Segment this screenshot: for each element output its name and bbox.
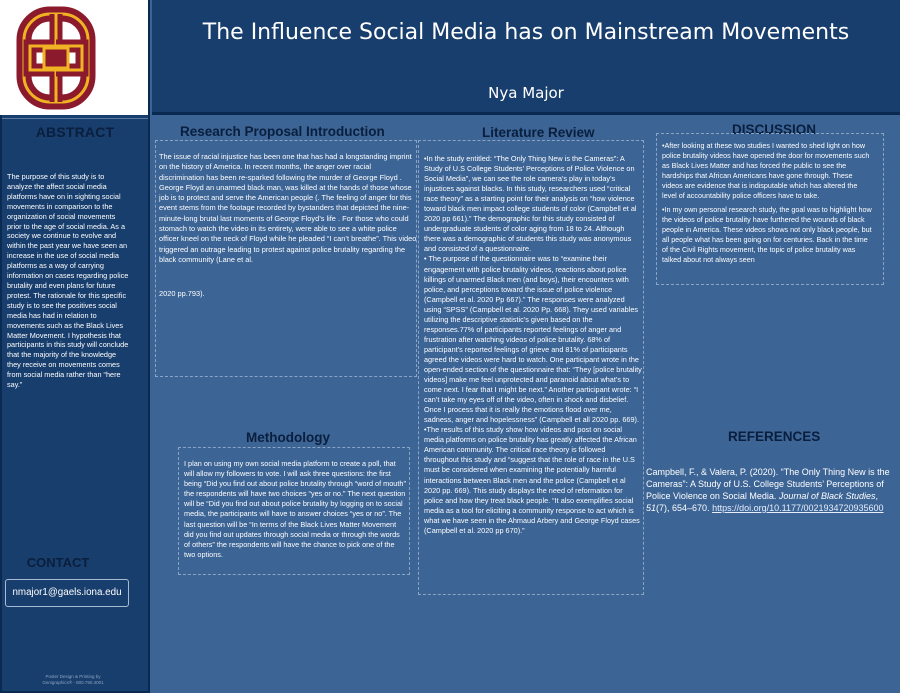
logo-panel [0, 0, 150, 115]
references-heading: REFERENCES [728, 429, 821, 444]
contact-email[interactable]: nmajor1@gaels.iona.edu [5, 579, 129, 607]
reference-journal: Journal of Black Studies [778, 491, 876, 501]
literature-text [424, 154, 642, 536]
literature-paragraph-1: •In the study entitled: “The Only Thing New is the Cameras”: A Study of U.S College Students’ Perceptions of Police Violence on Social Media”, we can see the role camera’s play in today’s injustices against blacks. In this study, researchers used “critical race theory” as a starting point for their analysis on “how violence toward black men impact college students of color (Campbell et al 2020 pp 661).” The demographic for this study consisted of undergraduate students of color aging from 18 to 24. Although there was a demographic of students this study was anonymous and consisted of a questionnaire. [424, 154, 637, 254]
celtic-knot-logo-icon [10, 4, 102, 112]
reference-citation: Campbell, F., & Valera, P. (2020). “The Only Thing New is the Cameras”: A Study of U.S. College Students’ Perceptions of Police Violence on Social Media. [646, 467, 890, 501]
literature-paragraph-2: • The purpose of the questionnaire was to “examine their engagement with police brutality videos, reactions about police killings of unarmed Black men (and boys), their encounters with police, and perceptions toward the issue of police violence (Campbell et al. 2020 Pp 667).” The responses were analyzed using “SPSS” (Campbell et al. 2020 Pp. 668). They used variables utilizing the descriptive statistic’s given based on the responses.77% of participants reported feelings of anger and frustration after watching videos of police brutality. 68% of participant’s reported feelings of grieve and 81% of participants agreed the videos were hard to watch. One participant wrote in the open-ended section of the questionnaire that: “They [police brutality videos] make me feel unprotected and paranoid about what’s to come next. I fear that I might be next.” Another participant wrote: “I can’t take my eyes off of the video, often in shock and disbelief. Once I process that it is really the emotions flood over me, sadness, anger and hopelessness” (Campbell et all 2020 pp. 669). [424, 254, 642, 425]
poster-title: The Influence Social Media has on Mainstream Movements [202, 20, 850, 45]
methodology-heading: Methodology [246, 430, 330, 445]
printer-credit: Poster Design & Printing by Genigraphics® - 800.790.4001 [42, 674, 104, 685]
discussion-heading: DISCUSSION [732, 122, 817, 137]
reference-volume-number: 51 [646, 503, 657, 513]
literature-paragraph-3: •The results of this study show how videos and post on social media platforms on police brutality has greatly affected the African American community. The critical race theory is followed throughout this study and “suggest that the role of race in the U.S must be considered when examining the potentially harmful interactions between Black men and the police (Campbell et al 2020 pp. 669). This study displays the need of reformation for police and how they treat black people. “It also exemplifies social media as a tool for eliciting a community response to act which is what we have seen in the Ahmaud Arbery and George Floyd cases (Campbell et al. 2020 pp 670).” [424, 425, 640, 535]
discussion-text [662, 141, 872, 268]
reference-pages: (7), 654–670. [656, 503, 713, 513]
reference-volume [646, 503, 656, 513]
literature-heading: Literature Review [482, 125, 595, 140]
research-heading: Research Proposal Introduction [180, 124, 385, 139]
poster-header [152, 0, 900, 115]
research-text: The issue of racial injustice has been one that has had a longstanding imprint on the history of America. In recent months, the anger over racial discrimination has been re-sparked following the murder of George Floyd . George Floyd an unarmed black man, was killed at the hands of those whose job is to protect and serve the American people (. The feeling of anger for this event stems from the footage recorded by bystanders that depicted the nine-minute-long brutal last moments of George Floyd’s life . For those who could stomach to watch the video in its entirety, were able to see a white police officer kneel on the neck of Floyd while he pleaded “I can’t breathe”. This video triggered an outrage leading to protest against police brutality regarding the black community (Lane et al. [159, 152, 417, 264]
reference-doi-link[interactable]: https://doi.org/10.1177/0021934720935600 [712, 503, 884, 513]
research-citation: 2020 pp.793). [159, 289, 205, 298]
abstract-heading: ABSTRACT [35, 124, 115, 140]
discussion-paragraph-2: •In my own personal research study, the goal was to highlight how the videos of police brutality have furthered the wounds of black people in America. These videos shows not only black people, but all people what has been going on for centuries. Back in the time of the Civil Rights movement, the topic of police brutality was talked about not always seen [662, 204, 872, 265]
author-name: Nya Major [488, 84, 564, 102]
discussion-paragraph-1: •After looking at these two studies I wanted to shed light on how police brutality videos have opened the door for movements such as Black Lives Matter and has forced the public to see the hardships that African Americans have gone through. These videos are evidence that is indisputable which has altered the level of accountability police officers have to take. [662, 141, 870, 201]
reference-entry [646, 466, 890, 514]
abstract-text: The purpose of this study is to analyze the affect social media platforms have on in sighting social movements in comparison to the organization of social movements prior to the age of social media. As a society we continue to evolve and within the past year we have seen an increase in the use of social media platforms as a way of carrying information on cases regarding police brutality and even plans for future protest. The rationale for this specific study is to see the positives social media has had in relation to movements such as the Black Lives Matter Movement. I hypothesis that participants in this study will conclude that the majority of the knowledge they receive on movements comes from social media rather than “here say.” [7, 172, 129, 390]
reference-volume-sep: , [875, 491, 878, 501]
methodology-text: I plan on using my own social media platform to create a poll, that will allow my followers to vote. I will ask three questions: the first being “Did you find out about police brutality through “word of mouth” the respondents will have two choices “yes or no.” The next question will be “Did you find out about police brutality by logging on to social media, the participants will have to answer choices “yes or no”. The last question will be “In terms of the Black Lives Matter Movement did you find out updates through social media or through the words of others” the respondents will have the chance to pick one of the two options. [184, 459, 406, 559]
contact-heading: CONTACT [26, 555, 90, 570]
